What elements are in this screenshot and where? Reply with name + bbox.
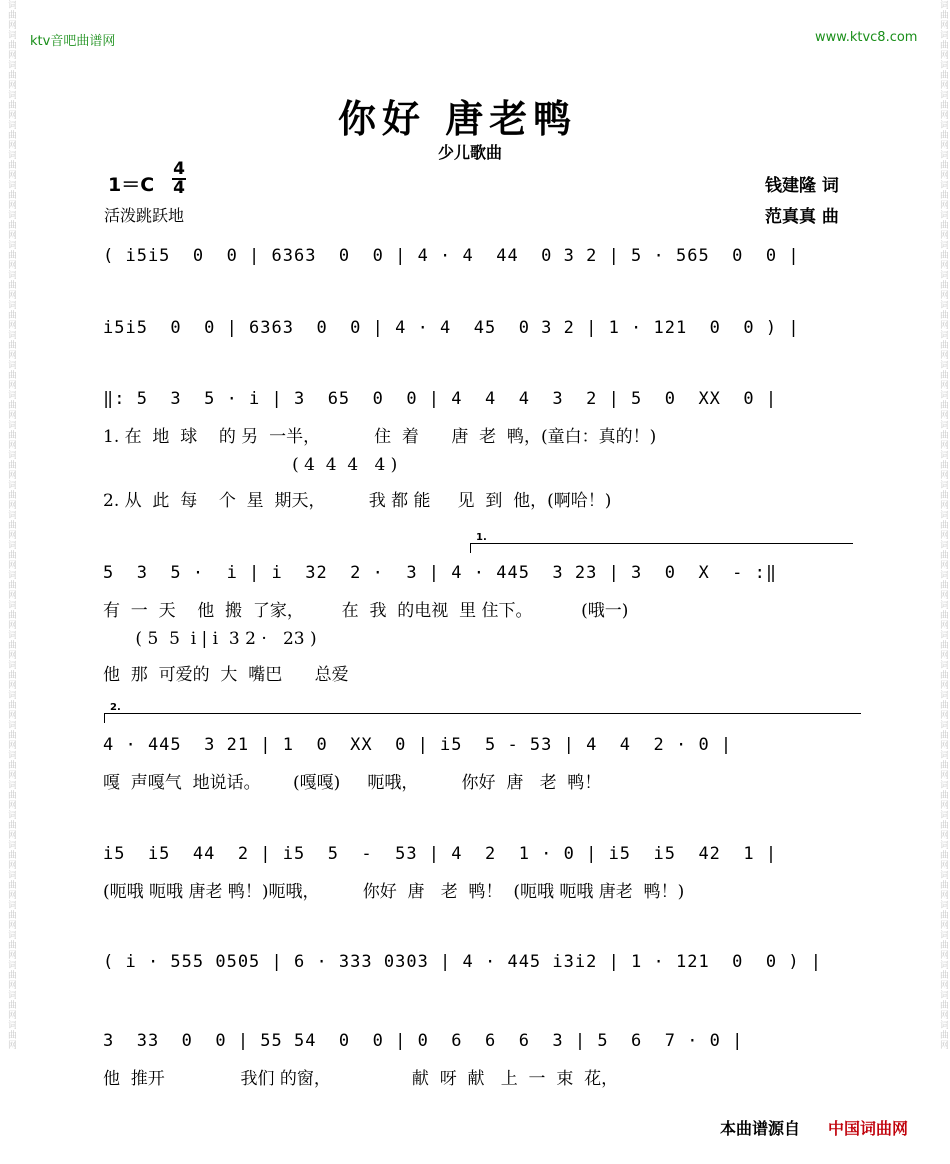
notation-line: i5 i5 44 2 | i5 5 - 53 | 4 2 1 · 0 | i5 i5 42 1 | [103, 844, 778, 864]
lyricist-credit: 钱建隆 词 [765, 176, 839, 196]
header-site-left[interactable]: ktv音吧曲谱网 [30, 34, 116, 49]
lyric-line: 2. 从 此 每 个 星 期天， 我 都 能 见 到 他，(啊哈！) [103, 491, 612, 511]
lyric-line: 他 推开 我们 的窗， 献 呀 献 上 一 束 花， [103, 1069, 619, 1089]
lyric-line: 嘎 声嘎气 地说话。 (嘎嘎) 呃哦， 你好 唐 老 鸭！ [103, 773, 602, 793]
notation-line: ( i · 555 0505 | 6 · 333 0303 | 4 · 445 i3i2 | 1 · 121 0 0 ) | [103, 952, 823, 972]
song-title: 你好 唐老鸭 [338, 96, 578, 141]
watermark-left: 词曲网词曲网词曲网词曲网词曲网词曲网词曲网词曲网词曲网词曲网词曲网词曲网词曲网词曲网词曲网词曲网词曲网词曲网词曲网词曲网词曲网词曲网词曲网词曲网词曲网词曲网词曲网词曲网词曲网词曲网词曲网词曲网词曲网词曲网词曲网 [6, 0, 16, 1050]
watermark-right: 词曲网词曲网词曲网词曲网词曲网词曲网词曲网词曲网词曲网词曲网词曲网词曲网词曲网词曲网词曲网词曲网词曲网词曲网词曲网词曲网词曲网词曲网词曲网词曲网词曲网词曲网词曲网词曲网词曲网词曲网词曲网词曲网词曲网词曲网词曲网 [938, 0, 948, 1050]
footer-source-site[interactable]: 中国词曲网 [828, 1119, 909, 1138]
key-signature: 1＝C [108, 174, 155, 196]
notation-line: ( i5i5 0 0 | 6363 0 0 | 4 · 4 44 0 3 2 | 5 · 565 0 0 | [103, 246, 800, 266]
volta-bracket-2: 2. [104, 713, 861, 714]
notation-line: 5 3 5 · i | i 32 2 · 3 | 4 · 445 3 23 | 3 0 X - :‖ [103, 563, 778, 583]
notation-line: 3 33 0 0 | 55 54 0 0 | 0 6 6 6 3 | 5 6 7 · 0 | [103, 1031, 744, 1051]
lyric-line: 1. 在 地 球 的 另 一半， 住 着 唐 老 鸭，(童白：真的！) [103, 427, 657, 447]
song-subtitle: 少儿歌曲 [438, 143, 503, 162]
notation-line: i5i5 0 0 | 6363 0 0 | 4 · 4 45 0 3 2 | 1 · 121 0 0 ) | [103, 318, 800, 338]
lyric-line: (呃哦 呃哦 唐老 鸭！)呃哦， 你好 唐 老 鸭！ (呃哦 呃哦 唐老 鸭！) [103, 882, 685, 902]
lyric-line: ( 4 4 4 4 ) [103, 455, 398, 475]
lyric-line: 有 一 天 他 搬 了家， 在 我 的电视 里 住下。 (哦一) [103, 601, 629, 621]
notation-line: 4 · 445 3 21 | 1 0 XX 0 | i5 5 - 53 | 4 4 2 · 0 | [103, 735, 733, 755]
time-signature [172, 161, 186, 197]
notation-line: ‖: 5 3 5 · i | 3 65 0 0 | 4 4 4 3 2 | 5 0 XX 0 | [103, 389, 778, 409]
composer-credit: 范真真 曲 [765, 207, 839, 227]
lyric-line: 他 那 可爱的 大 嘴巴 总爱 [103, 665, 349, 685]
lyric-line: ( 5 5 i | i 3 2 · 23 ) [103, 629, 317, 649]
time-signature-top: 4 [173, 159, 185, 179]
volta-bracket-leg [470, 543, 471, 553]
tempo-marking: 活泼跳跃地 [104, 206, 185, 225]
time-signature-bottom: 4 [173, 178, 185, 198]
header-site-right[interactable]: www.ktvc8.com [815, 30, 918, 45]
volta-bracket-1: 1. [470, 543, 853, 544]
volta-bracket-leg [104, 713, 105, 723]
footer-source-label: 本曲谱源自 [720, 1119, 801, 1138]
